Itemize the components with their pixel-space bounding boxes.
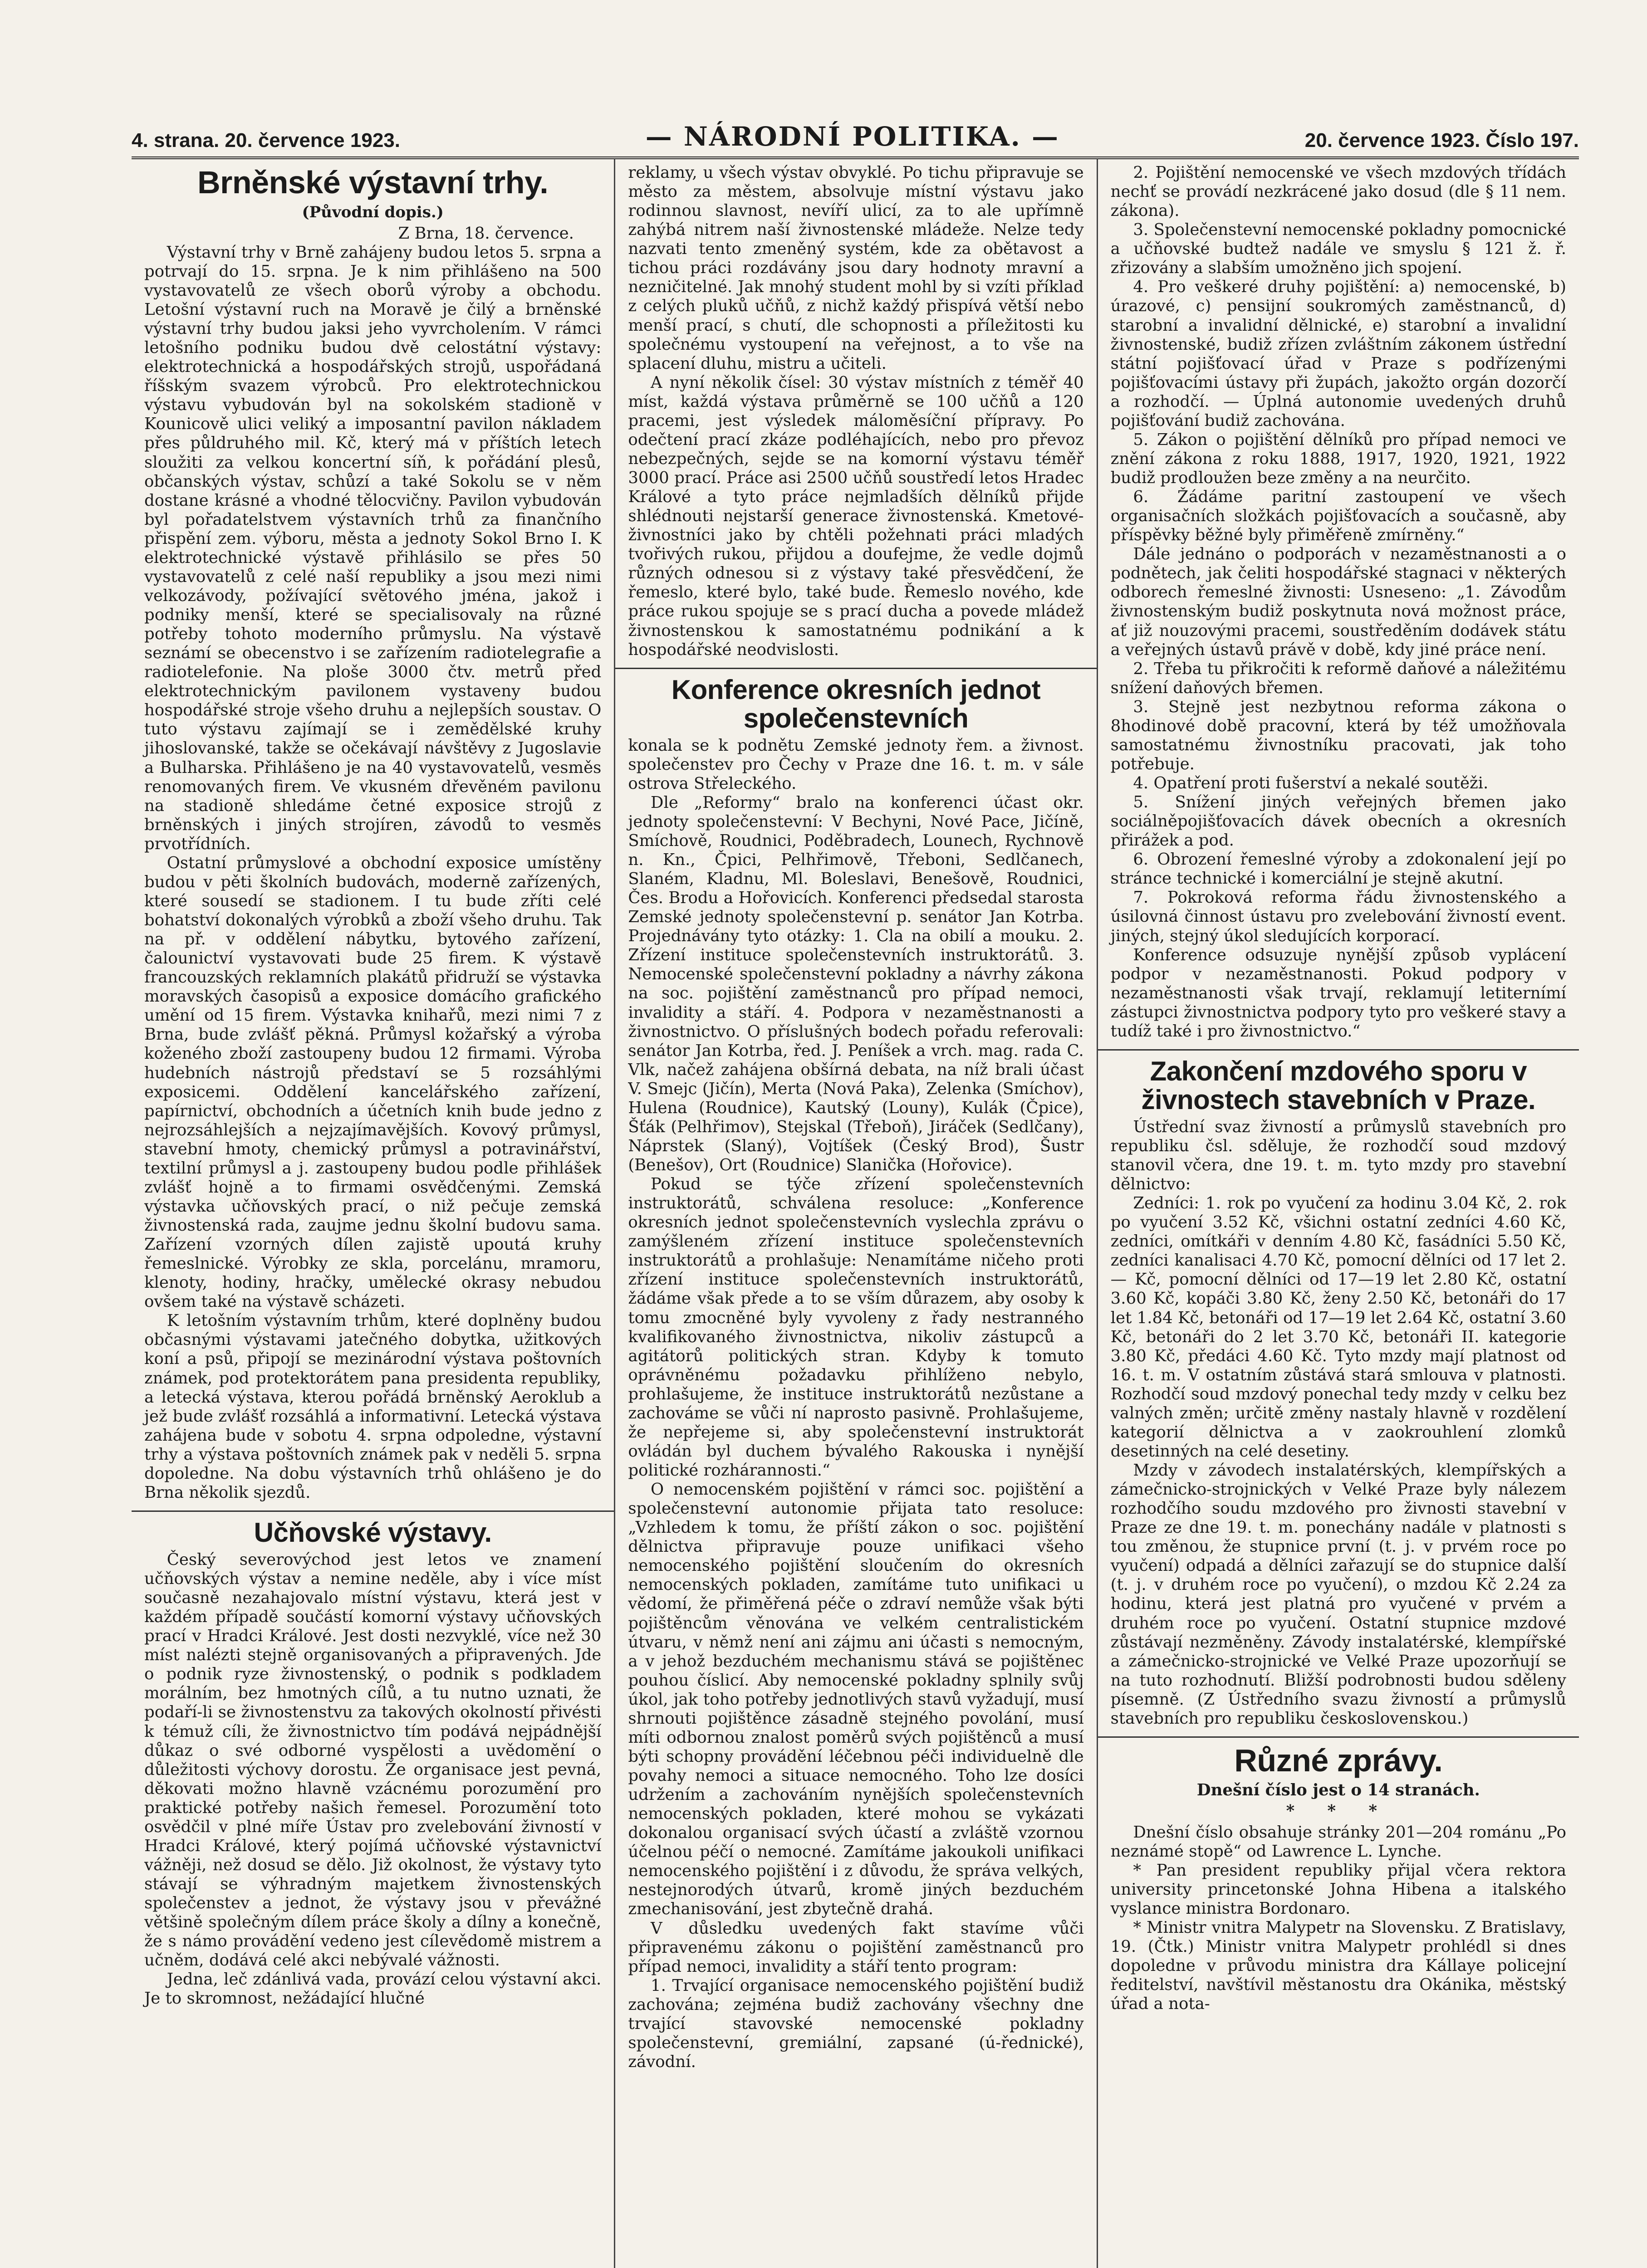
paragraph: O nemocenském pojištění v rámci soc. pojištění a společenstevní autonomie přijata tato resoluce: „Vzhledem k tomu, že příští zákon o soc. pojištění dělnictva připravuje pouze unifikaci všeho nemocenského pojištění sloučením do okresních nemocenských pokladen, zamítáme tuto unifikaci u vědomí, že přiměřená péče o zdraví nemůže však býti pojištěncům věnována ve velkém centralistickém útvaru, v němž není ani zájmu ani účasti s nemocným, a v jehož bezduchém mechanismu stává se pojištěnec pouhou číslicí. Aby nemocenské pokladny splnily svůj úkol, jak toho potřeby jednotlivých stavů vyžadují, musí shrnouti pojištěnce zásadně stejného povolání, musí míti odbornou znalost poměrů svých pojištěnců a musí býti schopny provádění léčebnou péči individuelně dle povahy nemoci a situace nemocného. Toho lze dosíci udržením a zachováním nynějších společenstevních nemocenských pokladen, které mohou se vykázati dokonalou organisací svých účastí a zvláště vzornou účelnou péčí o nemocné. Zamítáme jakoukoli unifikaci nemocenského pojištění i z důvodu, že správa velkých, nestejnorodých útvarů, kromě jiných bezduchém zmechanisování, jest zbytečně drahá.	[628, 1480, 1084, 1919]
paragraph: Konference odsuzuje nynější způsob vyplácení podpor v nezaměstnanosti. Pokud podpory v nezaměstnanosti však trvají, reklamují letiternímí zástupci živnostnictva podpory tyto pro veškeré stavy a tudíž také i pro živnostnictvo.“	[1110, 945, 1566, 1041]
paragraph: 7. Pokroková reforma řádu živnostenského a úsilovná činnost ústavu pro zvelebování živností event. jiných, stejný úkol sledujících korporací.	[1110, 888, 1566, 945]
headline-district-conference: Konference okresních jednot společenstevních	[671, 674, 1041, 733]
column-divider	[615, 668, 1096, 669]
paragraph: V důsledku uvedených fakt stavíme vůči připravenému zákonu o pojištění zaměstnanců pro případ nemoci, invalidity a stáří tento program:	[628, 1919, 1084, 1976]
column-3	[1097, 159, 1579, 2268]
paragraph: 5. Snížení jiných veřejných břemen jako sociálněpojišťovacích dávek obecních a okresních přirážek a pod.	[1110, 793, 1566, 850]
paragraph: Mzdy v závodech instalatérských, klempířských a zámečnicko-strojnických v Velké Praze byly nálezem rozhodčího soudu mzdového pro živnosti stavební v Praze ze dne 19. t. m. ponechány nadále v platnosti s tou změnou, že stupnice první (t. j. v prvém roce po vyučení) odpadá a dělníci zařazují se do stupnice další (t. j. v druhém roce po vyučení), o mzdou Kč 2.24 za hodinu, která jest platná pro vyučené v prvém a druhém roce po vyučení. Ostatní stupnice mzdové zůstávají nezměněny. Závody instalatérské, klempířské a zámečnicko-strojnické ve Velké Praze upozorňují se na tuto rozhodnutí. Bližší podrobnosti budou sděleny písemně. (Z Ústředního svazu živností a průmyslů stavebních pro republiku československou.)	[1110, 1461, 1566, 1728]
paragraph: 3. Společenstevní nemocenské pokladny pomocnické a učňovské budtež nadále ve smyslu § 121 ž. ř. zřizovány a slabším umožněno jich spojení.	[1110, 220, 1566, 278]
paragraph: Dle „Reformy“ bralo na konferenci účast okr. jednoty společenstevní: V Bechyni, Nové Pace, Jičíně, Smíchově, Roudnici, Poděbradech, Lounech, Rychnově n. Kn., Čpici, Pelhřimově, Třeboni, Sedlčanech, Slaném, Kladnu, Ml. Boleslavi, Benešově, Roudnici, Čes. Brodu a Hořovicích. Konferenci předsedal starosta Zemské jednoty společenstevní p. senátor Jan Kotrba. Projednávány tyto otázky: 1. Cla na obilí a mouku. 2. Zřízení instituce společenstevních instruktorátů. 3. Nemocenské společenstevní pokladny a návrhy zákona na soc. pojištění zaměstnanců pro případ nemoci, invalidity a stáří. 4. Podpora v nezaměstnanosti a živnostnictvo. O příslušných bodech pořadu referovali: senátor Jan Kotrba, řed. J. Peníšek a vrch. mag. rada C. Vlk, načež zahájena obšírná debata, na níž brali účast V. Smejc (Jičín), Merta (Nová Paka), Zelenka (Smíchov), Hulena (Roudnice), Kautský (Louny), Kulák (Čpice), Šťák (Pelhřimov), Stejskal (Třeboň), Jiráček (Sedlčany), Náprstek (Slaný), Vojtíšek (Český Brod), Šustr (Benešov), Ort (Roudnice) Slanička (Hořovice).	[628, 793, 1084, 1174]
headline-wage-dispute: Zakončení mzdového sporu v živnostech stavebních v Praze.	[1141, 1056, 1536, 1115]
paragraph: A nyní několik čísel: 30 výstav místních z téměř 40 míst, každá výstava průměrně se 100 učňů a 120 pracemi, jest výsledek máloměsíční přípravy. Po odečtení prací zkáze podléhajících, nebo pro převoz nebezpečných, sejde se na komorní výstavu téměř 3000 prací. Práce asi 2500 učňů soustředí letos Hradec Králové a tyto práce nejmladších dělníků přijde shlédnouti nejstarší generace živnostenská. Kmetové-živnostníci jako by chtěli požehnati práci mladých tvořivých rukou, přijdou a doufejme, že vedle dojmů různých odnesou si z výstavy také přesvědčení, že řemeslo, které bylo, také bude. Řemeslo nového, kde práce rukou spojuje se s prací ducha a povede mládež živnostenskou k samostatnému podnikání a k hospodářské neodvislosti.	[628, 373, 1084, 659]
news-item: Dnešní číslo obsahuje stránky 201—204 románu „Po neznámé stopě“ od Lawrence L. Lynche.	[1110, 1823, 1566, 1861]
paragraph: K letošním výstavním trhům, které doplněny budou občasnými výstavami jatečného dobytka, užitkových koní a psů, připojí se mezinárodní výstava poštovních známek, pod protektorátem pana presidenta republiky, a letecká výstava, kterou pořádá brněnský Aeroklub a jež bude zvlášť rozsáhlá a informativní. Letecká výstava zahájena bude v sobotu 4. srpna odpoledne, výstavní trhy a výstava poštovních známek pak v neděli 5. srpna dopoledne. Na dobu výstavních trhů ohlášeno je do Brna několik sjezdů.	[144, 1311, 602, 1502]
column-2	[614, 159, 1096, 2268]
news-item: * Pan president republiky přijal včera rektora university princetonské Johna Hibena a italského vyslance ministra Bordonaro.	[1110, 1861, 1566, 1918]
headline-brno-fair: Brněnské výstavní trhy.	[197, 165, 549, 200]
headline-various-news: Různé zprávy.	[1234, 1742, 1443, 1778]
paragraph: 2. Pojištění nemocenské ve všech mzdových třídách nechť se provádí nezkrácené jako dosud (dle § 11 nem. zákona).	[1110, 163, 1566, 220]
paragraph: 4. Opatření proti fušerství a nekalé soutěži.	[1133, 774, 1489, 792]
page-header	[132, 116, 1579, 159]
news-item: * Ministr vnitra Malypetr na Slovensku. Z Bratislavy, 19. (Čtk.) Ministr vnitra Malypetr prohlédl si dnes dopoledne v průvodu ministra dra Kállaye policejní ředitelství, navštívil městanostu dra Okánika, městský úřad a nota-	[1110, 1918, 1566, 2014]
paragraph: Zedníci: 1. rok po vyučení za hodinu 3.04 Kč, 2. rok po vyučení 3.52 Kč, všichni ostatní zedníci 4.60 Kč, zedníci, omítkáři v denním 4.80 Kč, fasádníci 5.50 Kč, zedníci kanalisaci 4.70 Kč, pomocní dělníci od 17 let 2.— Kč, pomocní dělníci od 17—19 let 2.80 Kč, ostatní 3.60 Kč, kopáči 3.80 Kč, ženy 2.50 Kč, betonáři do 17 let 1.84 Kč, betonáři od 17—19 let 2.64 Kč, ostatní 3.60 Kč, betonáři do 2 let 3.70 Kč, betonáři II. kategorie 3.80 Kč, předáci 4.60 Kč. Tyto mzdy mají platnost od 16. t. m. V ostatním zůstává stará smlouva v platnosti. Rozhodčí soud mzdový ponechal tedy mzdy v celku bez valných změn; určitě změny nastaly hlavně v rozdělení kategorií dělnictva a v zaokrouhlení zlomků desetinných na celé desetiny.	[1110, 1194, 1566, 1461]
article-columns	[132, 159, 1579, 2268]
paragraph: 5. Zákon o pojištění dělníků pro případ nemoci ve znění zákona z roku 1888, 1917, 1920, 1921, 1922 budiž prodloužen beze změny a na neurčito.	[1110, 430, 1566, 487]
paragraph: Dále jednáno o podporách v nezaměstnanosti a o podnětech, jak čeliti hospodářské stagnaci v některých odborech řemeslné živnosti: Usneseno: „1. Závodům živnostenským budiž poskytnuta nová možnost práce, ať již nouzovými pracemi, soustředěním dodávek státu a veřejných ústavů právě v době, kdy jiné práce není.	[1110, 545, 1566, 659]
masthead: — NÁRODNÍ POLITIKA. —	[645, 121, 1060, 152]
paragraph: Ústřední svaz živností a průmyslů stavebních pro republiku čsl. sděluje, že rozhodčí soud mzdový stanovil včera, dne 19. t. m. tyto mzdy pro stavební dělnictvo:	[1110, 1117, 1566, 1194]
paragraph: Český severovýchod jest letos ve znamení učňovských výstav a nemine neděle, aby i více míst současně nezahajovalo místní výstavu, která jest v každém případě součástí komorní výstavy učňovských prací v Hradci Králové. Jest dosti nezvyklé, více než 30 míst nalézti stejně organisovaných a připravených. Jde o podnik ryze živnostenský, o podnik s podkladem morálním, bez hmotných cílů, a tu nutno uznati, že podaří-li se živnostenstvu za takových okolností přivésti k témuž cíli, že živnostnictvo tím podává nejpádnější důkaz o své odborné vyspělosti a uvědomění o důležitosti výchovy dorostu. Že organisace jest pevná, děkovati možno hlavně vzácnému porozumění pro praktické potřeby našich řemesel. Porozumění toto osvědčil v plné míře Ústav pro zvelebování živností v Hradci Králové, který pojímá učňovské výstavnictví vážněji, než dosud se dělo. Již okolnost, že výstavy tyto stávají se výhradným majetkem živnostenských společenstev a jednot, že výstavy jsou v převážné většině společným dílem práce školy a dílny a konečně, že s námo provádění vedeno jest cílevědomě mistrem a učněm, dodává celé akci nebývalé vážnosti.	[144, 1550, 602, 1970]
paragraph: 6. Obrození řemeslné výroby a zdokonalení její po stránce technické i komerciální je stejně akutní.	[1110, 850, 1566, 888]
paragraph: konala se k podnětu Zemské jednoty řem. a živnost. společenstev pro Čechy v Praze dne 16. t. m. v sále ostrova Střeleckého.	[628, 736, 1084, 793]
header-left: 4. strana. 20. července 1923.	[132, 129, 400, 152]
paragraph: 1. Trvající organisace nemocenského pojištění budiž zachována; zejména budiž zachovány všechny dne trvající stavovské nemocenské pokladny společenstevní, gremiální, zapsané (ú-řednické), závodní.	[628, 1976, 1084, 2071]
paragraph: 6. Žádáme paritní zastoupení ve všech organisačních složkách pojišťovacích a současně, aby příspěvky běžné byly přiměřeně zmírněny.“	[1110, 488, 1566, 545]
paragraph: Pokud se týče zřízení společenstevních instruktorátů, schválena resoluce: „Konference okresních jednot společenstevních vyslechla zprávu o zamýšleném zřízení instituce společenstevních instruktorátů a prohlašuje: Nenamítáme ničeho proti zřízení instituce společenstevních instruktorátů, žádáme však přede a to se vším důrazem, aby osoby k tomu zmocněné byly vyvoleny z řady nestranného kvalifikovaného živnostnictva, nikoliv zástupců a agitátorů politických stran. Kdyby k tomuto oprávněnému požadavku přihlíženo nebylo, prohlašujeme, že instituce instruktorátů nezůstane a zachováme se vůči ní naprosto pasivně. Prohlašujeme, že nepřejeme si, aby společenstevní instruktorát ovládán byl duchem bývalého Rakouska i nynější politické rozhárannosti.“	[628, 1175, 1084, 1480]
headline-apprentice-exhibitions: Učňovské výstavy.	[254, 1517, 492, 1548]
paragraph: 2. Třeba tu přikročiti k reformě daňové a náležitému snížení daňových břemen.	[1110, 659, 1566, 697]
column-divider	[1098, 1736, 1579, 1738]
paragraph: Ostatní průmyslové a obchodní exposice umístěny budou v pěti školních budovách, moderně zařízených, které sousedí se stadionem. I tu bude zříti celé bohatství dokonalých výrobků a zboží všeho druhu. Tak na př. v oddělení nábytku, bytového zařízení, čalounictví vystavovati bude 25 firem. K výstavě francouzských reklamních plakátů přidruží se výstavka moravských časopisů a exposice domácího grafického umění od 15 firem. Výstavka knihařů, mezi nimi 7 z Brna, bude zvlášť pěkná. Průmysl kožařský a výroba koženého zboží zastoupeny budou 12 firmami. Výroba hudebních nástrojů představí se 5 rozsáhlými exposicemi. Oddělení kancelářského zařízení, papírnictví, obchodních a účetních knih bude jedno z nejrozsáhlejších a nejzajímavějších. Kovový průmysl, stavební hmoty, chemický průmysl a potravinářství, textilní průmysl a j. zastoupeny budou podle přihlášek zvlášť hojně a to firmami osvědčenými. Zemská výstavka učňovských prací, o niž pečuje zemská živnostenská rada, zaujme jednu školní budovu sama. Zařízení vzorných dílen zajistě upoutá kruhy řemeslnické. Výrobky ze skla, porcelánu, mramoru, klenoty, hodiny, hračky, umělecké okrasy nebudou ovšem také na výstavě scházeti.	[144, 853, 602, 1311]
article-source: (Původní dopis.)	[302, 203, 444, 221]
paragraph: Jedna, leč zdánlivá vada, provází celou výstavní akci. Je to skromnost, nežádající hlučné	[144, 1970, 602, 2008]
header-right: 20. července 1923. Číslo 197.	[1304, 129, 1579, 152]
separator-stars: * * *	[1286, 1802, 1391, 1821]
paragraph: 3. Stejně jest nezbytnou reforma zákona o 8hodinové době pracovní, která by též umožňovala samostatnému živnostníku pracovati, jak toho potřebuje.	[1110, 697, 1566, 773]
column-divider	[1098, 1049, 1579, 1051]
paragraph: Výstavní trhy v Brně zahájeny budou letos 5. srpna a potrvají do 15. srpna. Je k nim přihlášeno na 500 vystavovatelů ze všech oborů výroby a obchodu. Letošní výstavní ruch na Moravě je čilý a brněnské výstavní trhy budou jaksi jeho vyvrcholením. V rámci letošního podniku budou dvě celostátní výstavy: elektrotechnická a hospodářských strojů, uspořádaná říšským svazem výrobců. Pro elektrotechnickou výstavu vybudován byl na sokolském stadioně v Kounicově ulici veliký a imposantní pavilon nákladem přes půldruhého mil. Kč, který má v příštích letech sloužiti za velkou koncertní síň, k pořádání plesů, občanských výstav, schůzí a také Sokolu se v něm dostane krásné a vhodné tělocvičny. Pavilon vybudován byl pořadatelstvem výstavních trhů za finančního přispění zem. výboru, města a jednoty Sokol Brno I. K elektrotechnické výstavě přihlásilo se přes 50 vystavovatelů z celé naší republiky a jsou mezi nimi velkozávody, požívající světového jména, jakož i podniky menší, které se specialisovaly na různé potřeby tohoto moderního průmyslu. Na výstavě seznámí se obecenstvo i se zařízením radiotelegrafie a radiotelefonie. Na ploše 3000 čtv. metrů před elektrotechnickým pavilonem vystaveny budou hospodářské stroje všeho druhu a nejlepších soustav. O tuto výstavu zajímají se i zemědělské kruhy jihoslovanské, takže se očekávají návštěvy z Jugoslavie a Bulharska. Přihlášeno je na 40 vystavovatelů, vesměs renomovaných firem. Ve vkusném dřevěném pavilonu na stadioně shledáme četné exposice strojů z brněnských i jiných strojíren, závodů to vesměs prvotřídních.	[144, 243, 602, 853]
article-dateline: Z Brna, 18. července.	[398, 224, 574, 243]
news-item-page-count: Dnešní číslo jest o 14 stranách.	[1196, 1781, 1480, 1800]
paragraph: 4. Pro veškeré druhy pojištění: a) nemocenské, b) úrazové, c) pensijní soukromých zaměstnanců, d) starobní a invalidní dělnické, e) starobní a invalidní živnostenské, budiž zřízen zvláštním zákonem ústřední státní pojišťovací úřad v Praze s podřízenými pojišťovacími ústavy při župách, jakožto orgán dozorčí a rozhodčí. — Úplná autonomie uvedených druhů pojišťování budiž zachována.	[1110, 278, 1566, 430]
column-1	[132, 159, 614, 2268]
column-divider	[132, 1510, 614, 1512]
paragraph: reklamy, u všech výstav obvyklé. Po tichu připravuje se město za městem, absolvuje místní výstavu jako rodinnou slavnost, nevíří ulicí, za to ale upřímně zahýbá nitrem naší živnostenské mládeže. Nelze tedy nazvati tento zmeněný systém, kde za obětavost a tichou práci rozdávány jsou dary hodnoty mravní a nezničitelné. Jak mnohý student mohl by si vzíti příklad z celých pluků učňů, z nichž každý přispívá větší nebo menší prací, s chutí, dle schopnosti a příležitosti ku společnému vystoupení na veřejnost, a to vše na splacení dluhu, mistru a učiteli.	[628, 163, 1084, 373]
